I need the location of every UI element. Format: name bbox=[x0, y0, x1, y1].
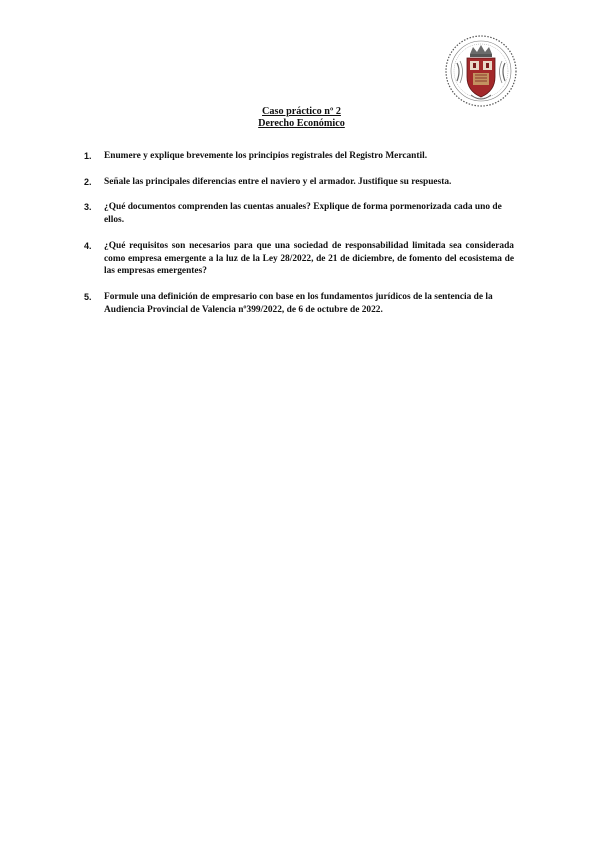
question-number: 4. bbox=[84, 240, 92, 251]
question-item-1 bbox=[84, 150, 514, 163]
question-item-3 bbox=[84, 201, 514, 226]
title-block bbox=[0, 106, 599, 130]
university-seal-icon bbox=[443, 33, 519, 109]
document-subtitle: Derecho Económico bbox=[258, 118, 345, 129]
question-text: Señale las principales diferencias entre el naviero y el armador. Justifique su respuesta. bbox=[104, 176, 452, 187]
document-title: Caso práctico nº 2 bbox=[262, 106, 341, 117]
question-text: ¿Qué requisitos son necesarios para que una sociedad de responsabilidad limitada sea considerada como empresa emergente a la luz de la Ley 28/2022, de 21 de diciembre, de fomento del ecosistema de las empresas emergentes? bbox=[104, 240, 514, 277]
question-number: 3. bbox=[84, 202, 92, 213]
question-item-4 bbox=[84, 240, 514, 278]
question-number: 2. bbox=[84, 176, 92, 187]
question-list bbox=[84, 150, 514, 316]
question-number: 5. bbox=[84, 291, 92, 302]
question-text: Enumere y explique brevemente los principios registrales del Registro Mercantil. bbox=[104, 151, 428, 161]
question-number: 1. bbox=[84, 151, 92, 161]
question-item-5 bbox=[84, 291, 514, 316]
question-item-2 bbox=[84, 176, 514, 189]
question-text: Formule una definición de empresario con base en los fundamentos jurídicos de la sentencia de la Audiencia Provincial de Valencia nº399/2022, de 6 de octubre de 2022. bbox=[104, 291, 493, 315]
question-text: ¿Qué documentos comprenden las cuentas anuales? Explique de forma pormenorizada cada uno de ellos. bbox=[104, 202, 502, 226]
